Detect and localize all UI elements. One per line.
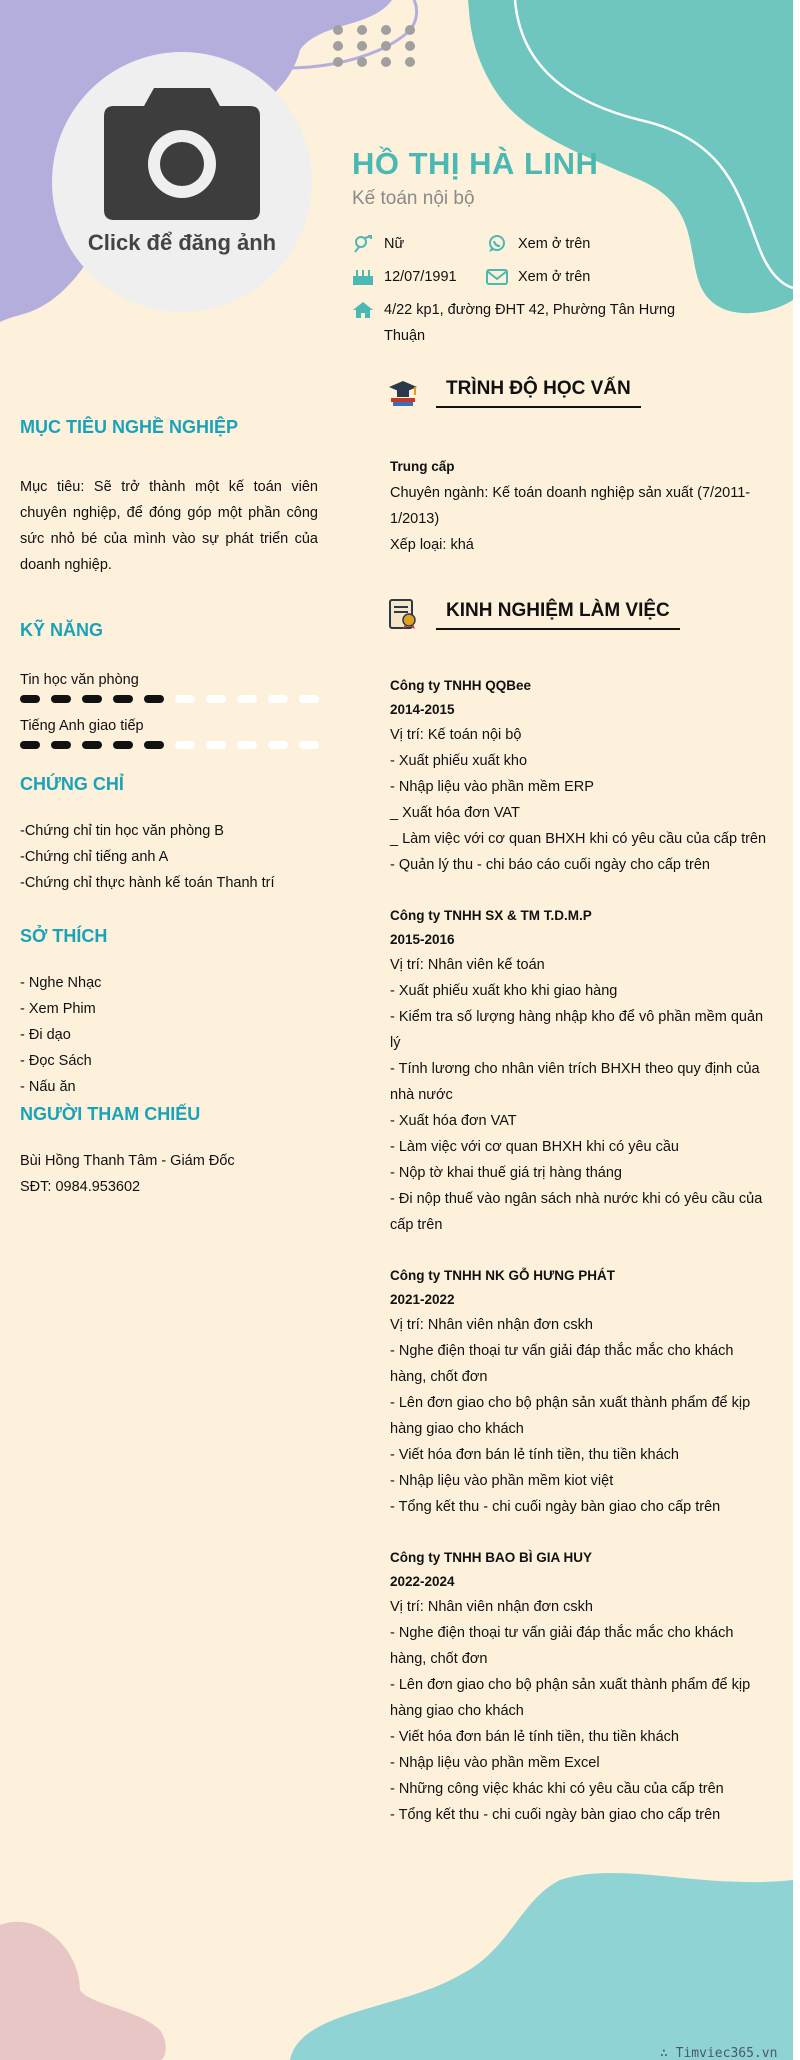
skill-dot-filled: [82, 741, 102, 749]
skill-dot-filled: [144, 695, 164, 703]
skill-dot-empty: [299, 695, 319, 703]
education-body: [390, 454, 770, 558]
skill-dot-filled: [82, 695, 102, 703]
graduation-cap-icon: [388, 378, 418, 408]
job-period: 2022-2024: [390, 1574, 455, 1589]
hobby-item: - Đi dạo: [20, 1027, 71, 1043]
job-detail-line: - Quản lý thu - chi báo cáo cuối ngày cho cấp trên: [390, 857, 710, 873]
skill-dot-filled: [51, 741, 71, 749]
job-detail-line: - Tổng kết thu - chi cuối ngày bàn giao cho cấp trên: [390, 1807, 721, 1823]
hobby-item: - Đọc Sách: [20, 1053, 92, 1069]
email-value: Xem ở trên: [518, 269, 591, 285]
job-detail-line: Vị trí: Nhân viên nhận đơn cskh: [390, 1317, 593, 1333]
skill-level-bar: [20, 695, 319, 703]
certificates-title: CHỨNG CHỈ: [20, 774, 124, 794]
skill-dot-empty: [206, 741, 226, 749]
education-grade: Xếp loại: khá: [390, 537, 474, 553]
job-detail-line: - Xuất phiếu xuất kho: [390, 753, 528, 769]
skill-dot-empty: [175, 741, 195, 749]
experience-header: [388, 598, 680, 630]
skill-dot-empty: [299, 741, 319, 749]
pink-bottom-blob: [0, 1922, 166, 2060]
job-detail-line: - Xuất phiếu xuất kho khi giao hàng: [390, 983, 618, 999]
skill-dot-filled: [20, 695, 40, 703]
education-major: Chuyên ngành: Kế toán doanh nghiệp sản xuất (7/2011-1/2013): [390, 485, 751, 527]
education-level: Trung cấp: [390, 459, 455, 474]
job-entry: [390, 1264, 770, 1520]
job-detail-line: - Nghe điện thoại tư vấn giải đáp thắc mắc cho khách hàng, chốt đơn: [390, 1625, 734, 1667]
site-watermark: ∴ Timviec365.vn: [660, 2046, 778, 2060]
gender-female-icon: [352, 235, 374, 253]
job-detail-line: - Nhập liệu vào phần mềm kiot việt: [390, 1473, 614, 1489]
skill-dot-filled: [113, 695, 133, 703]
address-row: [352, 297, 694, 349]
job-period: 2021-2022: [390, 1292, 455, 1307]
objective-title: MỤC TIÊU NGHỀ NGHIỆP: [20, 417, 239, 437]
job-entry: [390, 904, 770, 1238]
skill-dot-empty: [268, 695, 288, 703]
photo-upload[interactable]: [52, 52, 312, 312]
birthday-value: 12/07/1991: [384, 269, 457, 285]
job-detail-line: - Xuất hóa đơn VAT: [390, 1113, 517, 1129]
job-company: Công ty TNHH SX & TM T.D.M.P: [390, 908, 592, 923]
skill-name: Tiếng Anh giao tiếp: [20, 718, 144, 734]
certificate-clipboard-icon: [388, 598, 418, 630]
certificate-item: -Chứng chỉ thực hành kế toán Thanh trí: [20, 875, 275, 891]
job-detail-line: - Những công việc khác khi có yêu cầu của cấp trên: [390, 1781, 724, 1797]
skills-title: KỸ NĂNG: [20, 620, 104, 640]
education-title: TRÌNH ĐỘ HỌC VẤN: [436, 378, 641, 408]
certificates-list: [20, 818, 275, 896]
job-entry: [390, 1546, 770, 1828]
experience-list: [390, 674, 770, 1828]
objective-text: Mục tiêu: Sẽ trở thành một kế toán viên chuyên nghiệp, để đóng góp một phần công sức nhỏ bé của mình vào sự phát triển của doanh nghiệp.: [20, 479, 318, 573]
job-period: 2014-2015: [390, 702, 455, 717]
skill-dot-empty: [175, 695, 195, 703]
gender-value: Nữ: [384, 236, 405, 252]
hobbies-list: [20, 970, 101, 1100]
job-detail-line: - Viết hóa đơn bán lẻ tính tiền, thu tiền khách: [390, 1729, 679, 1745]
experience-title: KINH NGHIỆM LÀM VIỆC: [436, 600, 680, 630]
job-detail-line: Vị trí: Nhân viên kế toán: [390, 957, 545, 973]
photo-caption: Click để đăng ảnh: [87, 230, 277, 255]
phone-chat-icon: [486, 235, 508, 253]
hobby-item: - Xem Phim: [20, 1001, 96, 1017]
gender-row: [352, 235, 404, 253]
skill-dot-empty: [237, 695, 257, 703]
hobby-item: - Nấu ăn: [20, 1079, 76, 1095]
job-period: 2015-2016: [390, 932, 455, 947]
reference-item: SĐT: 0984.953602: [20, 1179, 141, 1195]
phone-value: Xem ở trên: [518, 236, 591, 252]
envelope-icon: [486, 268, 508, 286]
job-detail-line: - Viết hóa đơn bán lẻ tính tiền, thu tiền khách: [390, 1447, 679, 1463]
job-detail-line: _ Xuất hóa đơn VAT: [390, 805, 520, 821]
job-detail-line: Vị trí: Kế toán nội bộ: [390, 727, 522, 743]
skill-name: Tin học văn phòng: [20, 672, 139, 688]
references-title: NGƯỜI THAM CHIẾU: [20, 1104, 201, 1124]
job-detail-line: - Lên đơn giao cho bộ phận sản xuất thành phẩm để kịp hàng giao cho khách: [390, 1395, 751, 1437]
reference-item: Bùi Hồng Thanh Tâm - Giám Đốc: [20, 1153, 235, 1169]
skill-dot-empty: [268, 741, 288, 749]
skill-dot-empty: [206, 695, 226, 703]
skill-dot-filled: [20, 741, 40, 749]
job-company: Công ty TNHH BAO BÌ GIA HUY: [390, 1550, 592, 1565]
job-detail-line: - Tổng kết thu - chi cuối ngày bàn giao cho cấp trên: [390, 1499, 721, 1515]
job-detail-line: - Đi nộp thuế vào ngân sách nhà nước khi có yêu cầu của cấp trên: [390, 1191, 763, 1233]
job-detail-line: - Tính lương cho nhân viên trích BHXH theo quy định của nhà nước: [390, 1061, 760, 1103]
skill-dot-filled: [144, 741, 164, 749]
skill-level-bar: [20, 741, 319, 749]
email-row: [486, 268, 590, 286]
job-detail-line: Vị trí: Nhân viên nhận đơn cskh: [390, 1599, 593, 1615]
job-company: Công ty TNHH NK GỖ HƯNG PHÁT: [390, 1268, 615, 1283]
references-list: [20, 1148, 235, 1200]
job-detail-line: - Làm việc với cơ quan BHXH khi có yêu cầu: [390, 1139, 679, 1155]
job-detail-line: _ Làm việc với cơ quan BHXH khi có yêu cầu của cấp trên: [390, 831, 767, 847]
job-detail-line: - Nhập liệu vào phần mềm ERP: [390, 779, 594, 795]
job-detail-line: - Lên đơn giao cho bộ phận sản xuất thành phẩm để kịp hàng giao cho khách: [390, 1677, 751, 1719]
job-detail-line: - Nhập liệu vào phần mềm Excel: [390, 1755, 600, 1771]
job-detail-line: - Nộp tờ khai thuế giá trị hàng tháng: [390, 1165, 622, 1181]
home-icon: [352, 301, 374, 319]
education-header: [388, 378, 641, 408]
teal-bottom-blob: [290, 1873, 793, 2060]
candidate-name: HỒ THỊ HÀ LINH: [352, 146, 599, 181]
job-company: Công ty TNHH QQBee: [390, 678, 532, 693]
skill-dot-filled: [51, 695, 71, 703]
skill-dot-empty: [237, 741, 257, 749]
skill-dot-filled: [113, 741, 133, 749]
camera-icon: [104, 88, 260, 220]
job-detail-line: - Kiểm tra số lượng hàng nhập kho để vô phần mềm quản lý: [390, 1009, 764, 1051]
birthday-cake-icon: [352, 268, 374, 286]
address-value: 4/22 kp1, đường ĐHT 42, Phường Tân Hưng Thuận: [384, 302, 676, 344]
certificate-item: -Chứng chỉ tiếng anh A: [20, 849, 169, 865]
job-detail-line: - Nghe điện thoại tư vấn giải đáp thắc mắc cho khách hàng, chốt đơn: [390, 1343, 734, 1385]
phone-row: [486, 235, 590, 253]
birthday-row: [352, 268, 457, 286]
hobby-item: - Nghe Nhạc: [20, 975, 102, 991]
job-entry: [390, 674, 770, 878]
hobbies-title: SỞ THÍCH: [20, 926, 108, 946]
certificate-item: -Chứng chỉ tin học văn phòng B: [20, 823, 224, 839]
job-title: Kế toán nội bộ: [352, 188, 475, 209]
